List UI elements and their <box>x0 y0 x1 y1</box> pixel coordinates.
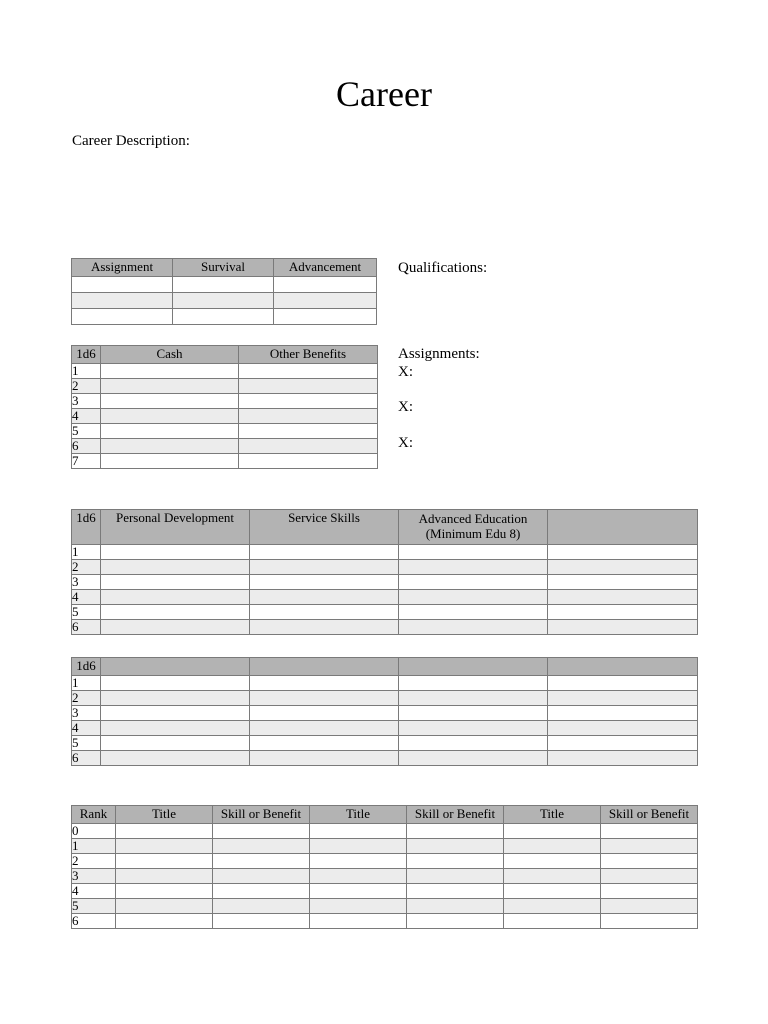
table-cell <box>213 914 310 929</box>
table-cell <box>101 364 239 379</box>
table-cell <box>173 309 274 325</box>
table-header-row <box>72 346 378 364</box>
table-row <box>72 751 698 766</box>
assignment-x-2: X: <box>398 399 413 415</box>
table-cell <box>250 721 399 736</box>
table-cell <box>116 854 213 869</box>
table-cell <box>250 676 399 691</box>
table-row <box>72 439 378 454</box>
row-number-cell: 7 <box>72 454 101 469</box>
table-cell <box>101 605 250 620</box>
column-header: Title <box>116 806 213 824</box>
table-cell <box>399 706 548 721</box>
table-cell <box>250 545 399 560</box>
table-cell <box>407 914 504 929</box>
table-cell <box>250 560 399 575</box>
column-header <box>101 658 250 676</box>
table-cell <box>101 379 239 394</box>
table-cell <box>601 824 698 839</box>
table-row <box>72 394 378 409</box>
row-number-cell: 2 <box>72 854 116 869</box>
table-cell <box>101 676 250 691</box>
table-cell <box>239 454 378 469</box>
table-cell <box>407 824 504 839</box>
table-cell <box>116 914 213 929</box>
table-row <box>72 884 698 899</box>
column-header <box>250 658 399 676</box>
table-cell <box>250 575 399 590</box>
table-cell <box>213 839 310 854</box>
table-cell <box>399 575 548 590</box>
table-row <box>72 379 378 394</box>
table-row <box>72 721 698 736</box>
column-header: Title <box>310 806 407 824</box>
table-cell <box>116 824 213 839</box>
column-header <box>548 510 698 545</box>
table-cell <box>601 899 698 914</box>
table-cell <box>101 575 250 590</box>
table-cell <box>213 824 310 839</box>
table-cell <box>601 914 698 929</box>
table-cell <box>407 899 504 914</box>
page-title: Career <box>336 74 432 114</box>
table-row <box>72 560 698 575</box>
table-row <box>72 605 698 620</box>
table-row <box>72 899 698 914</box>
table-row <box>72 575 698 590</box>
row-number-cell: 6 <box>72 620 101 635</box>
table-row <box>72 706 698 721</box>
table-cell <box>274 309 377 325</box>
table-cell <box>72 293 173 309</box>
table-cell <box>250 751 399 766</box>
table-cell <box>250 736 399 751</box>
table-cell <box>407 854 504 869</box>
assignments-label: Assignments: <box>398 346 480 362</box>
table-row <box>72 293 377 309</box>
row-number-cell: 5 <box>72 736 101 751</box>
skills-table <box>71 509 698 635</box>
table-cell <box>601 869 698 884</box>
row-number-cell: 5 <box>72 899 116 914</box>
row-number-cell: 3 <box>72 706 101 721</box>
table-cell <box>399 620 548 635</box>
table-cell <box>72 309 173 325</box>
specialist-skills-table <box>71 657 698 766</box>
table-cell <box>101 439 239 454</box>
table-cell <box>101 751 250 766</box>
table-row <box>72 409 378 424</box>
column-header: Skill or Benefit <box>407 806 504 824</box>
career-description-label: Career Description: <box>72 133 190 149</box>
table-cell <box>101 706 250 721</box>
table-cell <box>250 605 399 620</box>
table-cell <box>101 736 250 751</box>
table-cell <box>213 869 310 884</box>
table-cell <box>310 869 407 884</box>
table-cell <box>101 620 250 635</box>
table-cell <box>239 394 378 409</box>
table-cell <box>548 676 698 691</box>
table-cell <box>239 439 378 454</box>
table-cell <box>116 839 213 854</box>
row-number-cell: 2 <box>72 691 101 706</box>
table-row <box>72 854 698 869</box>
table-row <box>72 620 698 635</box>
table-cell <box>399 545 548 560</box>
table-row <box>72 590 698 605</box>
table-cell <box>601 839 698 854</box>
table-cell <box>72 277 173 293</box>
column-header <box>548 658 698 676</box>
table-cell <box>101 424 239 439</box>
table-cell <box>310 899 407 914</box>
table-cell <box>239 409 378 424</box>
row-number-cell: 6 <box>72 751 101 766</box>
table-cell <box>213 854 310 869</box>
column-header: Advanced Education (Minimum Edu 8) <box>399 510 548 545</box>
table-cell <box>310 854 407 869</box>
row-number-cell: 3 <box>72 394 101 409</box>
column-header: Assignment <box>72 259 173 277</box>
row-number-cell: 1 <box>72 364 101 379</box>
table-cell <box>407 869 504 884</box>
assignment-table <box>71 258 377 325</box>
table-cell <box>399 676 548 691</box>
table-cell <box>399 691 548 706</box>
table-row <box>72 424 378 439</box>
row-number-cell: 5 <box>72 605 101 620</box>
table-row <box>72 545 698 560</box>
row-number-cell: 3 <box>72 869 116 884</box>
column-header: Advancement <box>274 259 377 277</box>
table-cell <box>173 293 274 309</box>
table-header-row <box>72 510 698 545</box>
column-header: Title <box>504 806 601 824</box>
table-cell <box>504 884 601 899</box>
table-header-row <box>72 259 377 277</box>
table-cell <box>310 884 407 899</box>
table-cell <box>310 914 407 929</box>
row-number-cell: 1 <box>72 545 101 560</box>
table-cell <box>548 706 698 721</box>
table-cell <box>601 854 698 869</box>
table-cell <box>274 293 377 309</box>
table-cell <box>101 409 239 424</box>
column-header: Skill or Benefit <box>213 806 310 824</box>
table-cell <box>239 379 378 394</box>
column-header: Service Skills <box>250 510 399 545</box>
table-row <box>72 914 698 929</box>
table-cell <box>310 839 407 854</box>
table-row <box>72 869 698 884</box>
table-cell <box>548 721 698 736</box>
table-cell <box>116 884 213 899</box>
table-cell <box>399 721 548 736</box>
table-cell <box>548 691 698 706</box>
table-cell <box>399 736 548 751</box>
column-header: Survival <box>173 259 274 277</box>
row-number-cell: 0 <box>72 824 116 839</box>
row-number-cell: 2 <box>72 560 101 575</box>
table-cell <box>504 824 601 839</box>
table-cell <box>250 691 399 706</box>
row-number-cell: 1 <box>72 676 101 691</box>
column-header <box>399 658 548 676</box>
table-cell <box>250 706 399 721</box>
table-cell <box>310 824 407 839</box>
table-cell <box>213 899 310 914</box>
table-row <box>72 454 378 469</box>
table-cell <box>407 839 504 854</box>
table-cell <box>504 839 601 854</box>
table-cell <box>504 854 601 869</box>
table-cell <box>399 605 548 620</box>
row-number-cell: 1 <box>72 839 116 854</box>
table-cell <box>250 620 399 635</box>
table-row <box>72 676 698 691</box>
table-cell <box>399 560 548 575</box>
row-number-cell: 4 <box>72 721 101 736</box>
table-cell <box>101 691 250 706</box>
table-header-row <box>72 806 698 824</box>
table-cell <box>548 605 698 620</box>
assignment-x-3: X: <box>398 435 413 451</box>
table-cell <box>213 884 310 899</box>
row-number-cell: 4 <box>72 409 101 424</box>
table-cell <box>101 721 250 736</box>
table-row <box>72 736 698 751</box>
table-cell <box>239 424 378 439</box>
table-cell <box>548 620 698 635</box>
row-number-cell: 3 <box>72 575 101 590</box>
table-cell <box>101 590 250 605</box>
column-header: 1d6 <box>72 510 101 545</box>
table-cell <box>504 899 601 914</box>
table-cell <box>101 545 250 560</box>
table-cell <box>601 884 698 899</box>
column-header: Rank <box>72 806 116 824</box>
table-cell <box>407 884 504 899</box>
table-cell <box>548 560 698 575</box>
table-cell <box>116 899 213 914</box>
row-number-cell: 2 <box>72 379 101 394</box>
table-cell <box>250 590 399 605</box>
row-number-cell: 6 <box>72 439 101 454</box>
assignment-x-1: X: <box>398 364 413 380</box>
table-row <box>72 309 377 325</box>
table-cell <box>504 869 601 884</box>
table-cell <box>274 277 377 293</box>
table-header-row <box>72 658 698 676</box>
column-header: Other Benefits <box>239 346 378 364</box>
table-cell <box>548 736 698 751</box>
table-cell <box>548 590 698 605</box>
row-number-cell: 6 <box>72 914 116 929</box>
table-cell <box>116 869 213 884</box>
row-number-cell: 4 <box>72 590 101 605</box>
table-cell <box>239 364 378 379</box>
table-cell <box>101 560 250 575</box>
column-header: 1d6 <box>72 658 101 676</box>
table-row <box>72 277 377 293</box>
table-cell <box>548 751 698 766</box>
column-header: Skill or Benefit <box>601 806 698 824</box>
table-cell <box>399 590 548 605</box>
column-header: Cash <box>101 346 239 364</box>
column-header: 1d6 <box>72 346 101 364</box>
table-cell <box>504 914 601 929</box>
table-cell <box>548 575 698 590</box>
row-number-cell: 5 <box>72 424 101 439</box>
table-cell <box>548 545 698 560</box>
rank-table <box>71 805 698 929</box>
table-row <box>72 839 698 854</box>
table-row <box>72 691 698 706</box>
row-number-cell: 4 <box>72 884 116 899</box>
column-header: Personal Development <box>101 510 250 545</box>
table-cell <box>399 751 548 766</box>
table-row <box>72 824 698 839</box>
cash-benefits-table <box>71 345 378 469</box>
table-row <box>72 364 378 379</box>
qualifications-label: Qualifications: <box>398 260 488 276</box>
table-cell <box>173 277 274 293</box>
table-cell <box>101 454 239 469</box>
table-cell <box>101 394 239 409</box>
